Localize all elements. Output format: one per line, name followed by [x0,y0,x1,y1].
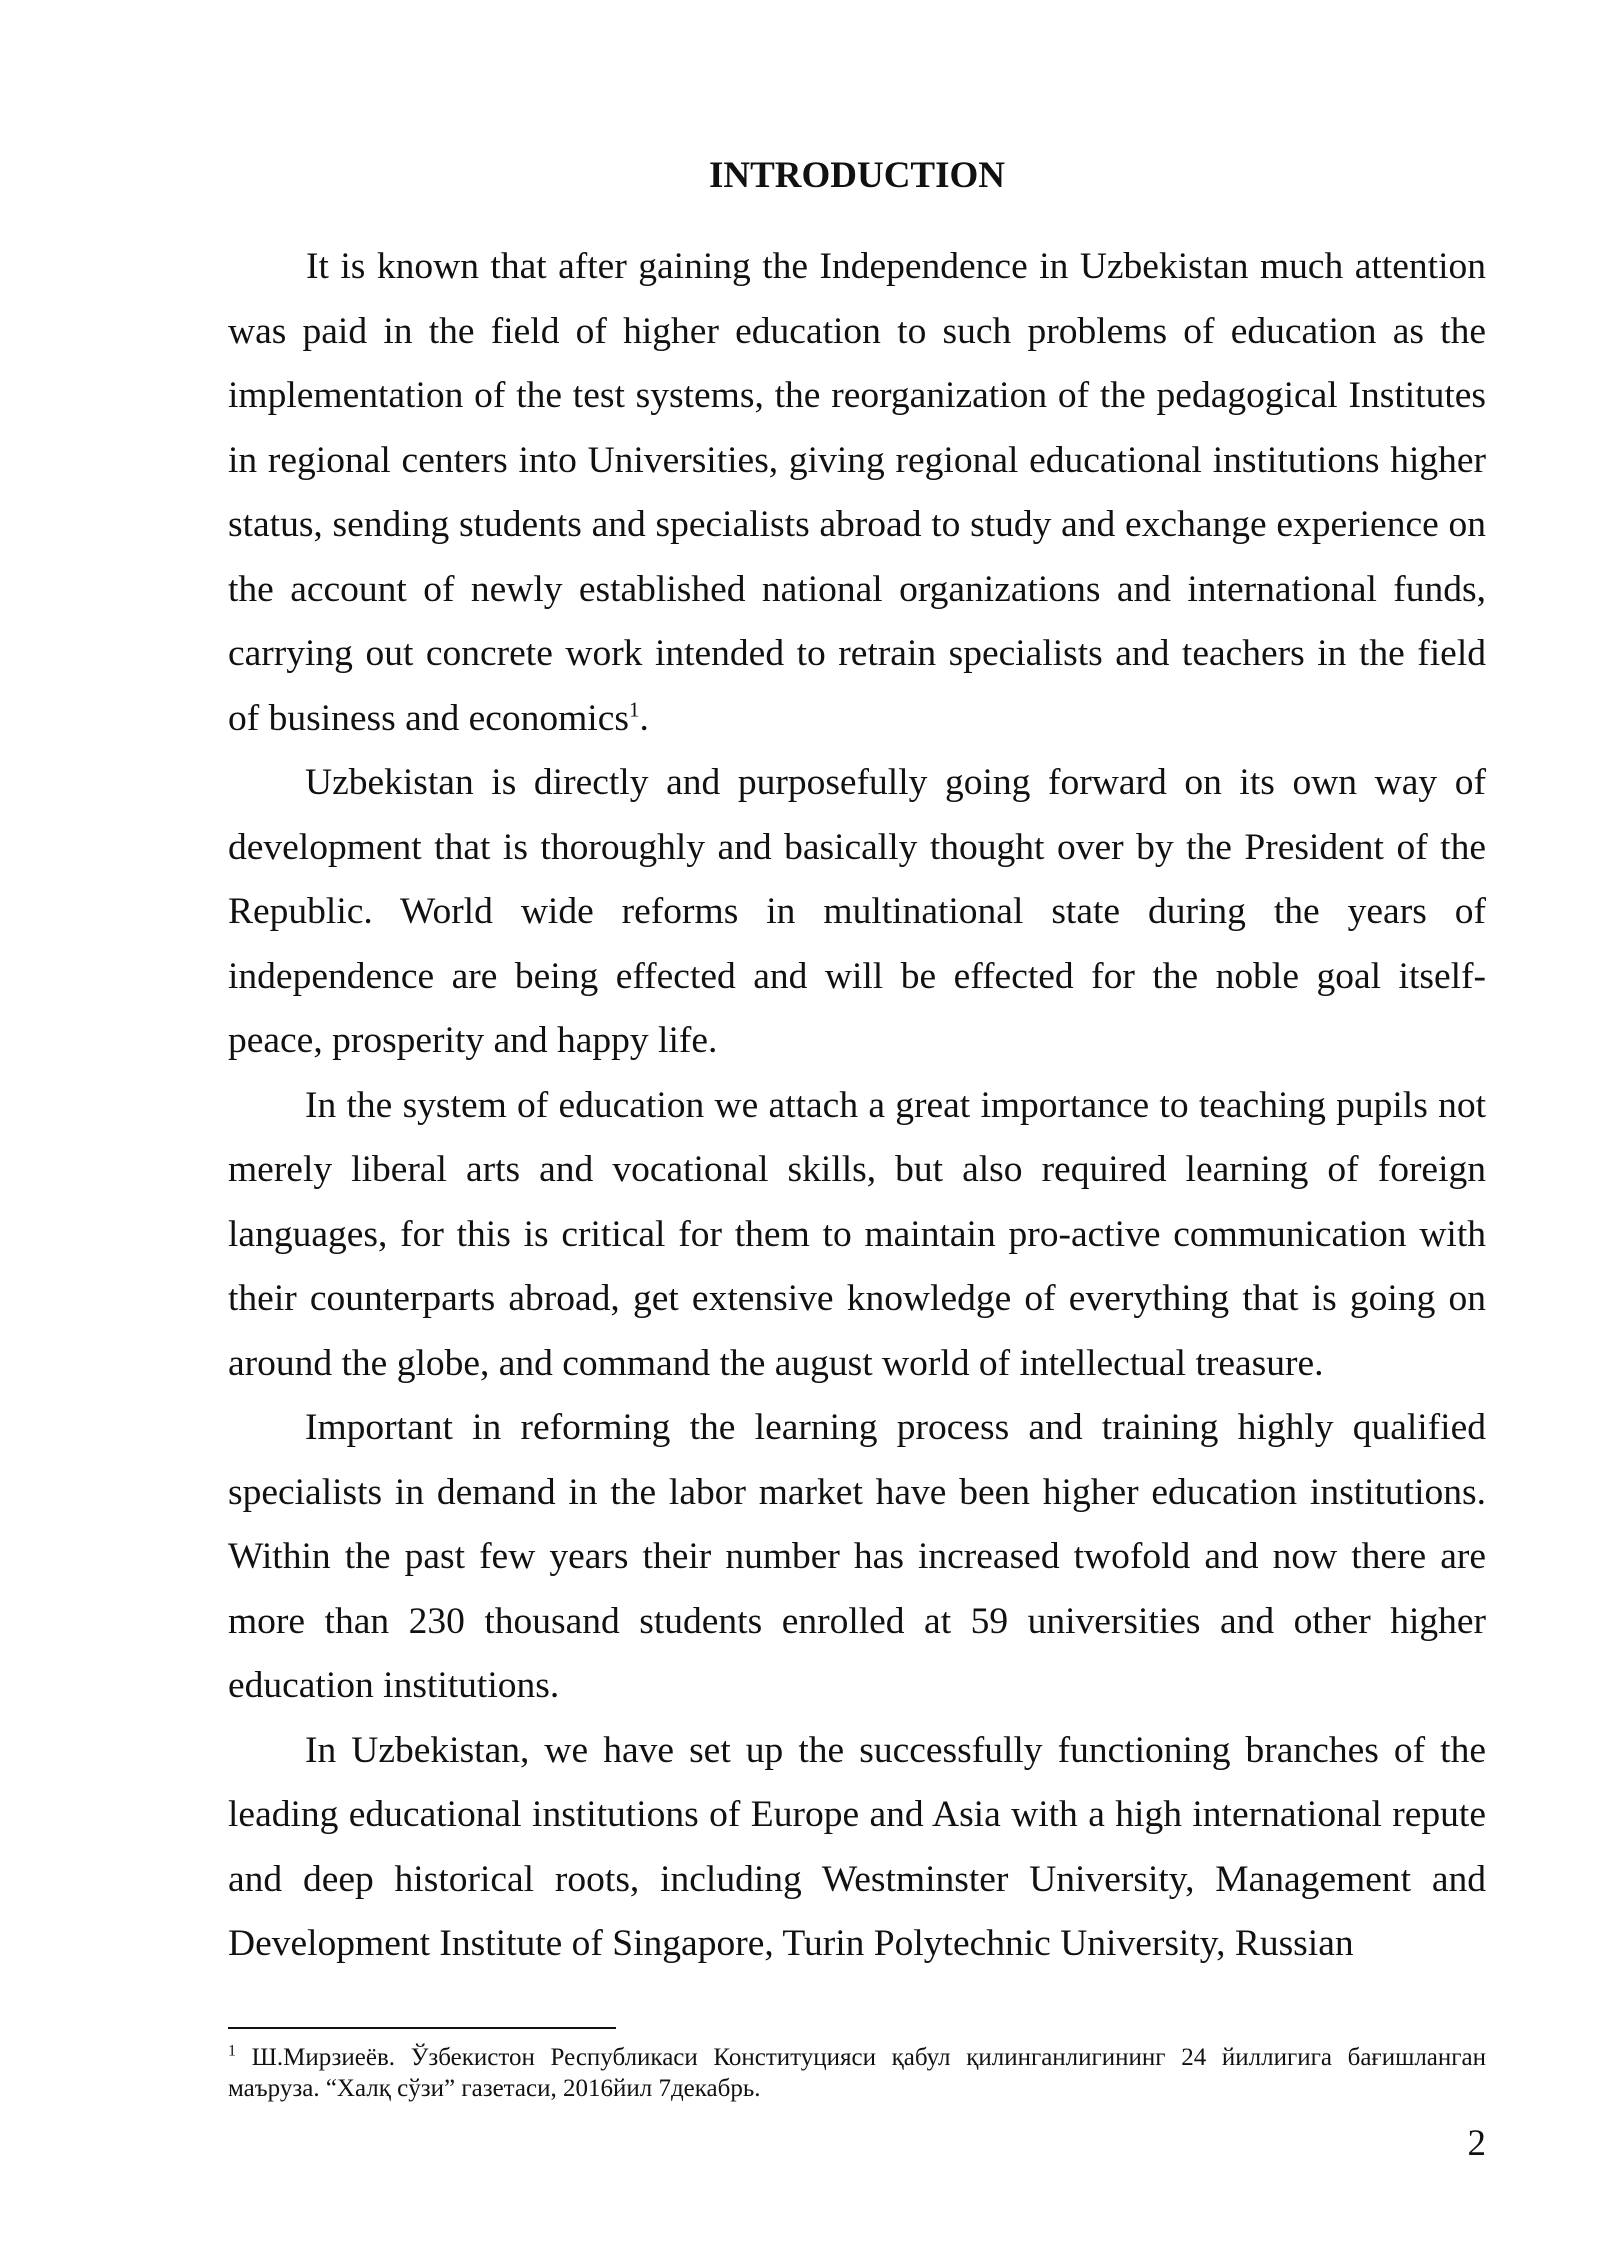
paragraph-5: In Uzbekistan, we have set up the successfully functioning branches of the leading educational institutions of Europe and Asia with a high international repute and deep historical roots, including Westminster University, Management and Development Institute of Singapore, Turin Polytechnic University, Russian [228,1729,1486,1964]
footnote-separator [228,2027,616,2029]
paragraph-2: Uzbekistan is directly and purposefully going forward on its own way of development that is thoroughly and basically thought over by the President of the Republic. World wide reforms in multinational state during the years of independence are being effected and will be effected for the noble goal itself- peace, prosperity and happy life. [228,762,1486,1061]
paragraph-1-end: . [639,697,649,739]
page-title: INTRODUCTION [708,155,1006,196]
paragraph-1 [228,235,1486,751]
footnote-text: Ш.Мирзиеёв. Ўзбекистон Республикаси Конституцияси қабул қилинганлигининг 24 йиллигига бағишланган маъруза. “Халқ сўзи” газетаси, 2016йил 7декабрь. [228,2044,1487,2102]
page-number: 2 [1467,2123,1486,2164]
paragraph-1-text: It is known that after gaining the Independence in Uzbekistan much attention was paid in the field of higher education to such problems of education as the implementation of the test systems, the reorganization of the pedagogical Institutes in regional centers into Universities, giving regional educational institutions higher status, sending students and specialists abroad to study and exchange experience on the account of newly established national organizations and international funds, carrying out concrete work intended to retrain specialists and teachers in the field of business and economics [228,246,1486,739]
paragraph-3: In the system of education we attach a great importance to teaching pupils not merely liberal arts and vocational skills, but also required learning of foreign languages, for this is critical for them to maintain pro-active communication with their counterparts abroad, get extensive knowledge of everything that is going on around the globe, and command the august world of intellectual treasure. [228,1084,1486,1384]
footnote [228,2042,1486,2104]
body-text [228,235,1486,1977]
paragraph-4: Important in reforming the learning process and training highly qualified specialists in demand in the labor market have been higher education institutions. Within the past few years their number has increased twofold and now there are more than 230 thousand students enrolled at 59 universities and other higher education institutions. [228,1407,1486,1706]
footnote-reference[interactable]: 1 [628,697,640,721]
footnote-marker: 1 [228,2042,236,2060]
